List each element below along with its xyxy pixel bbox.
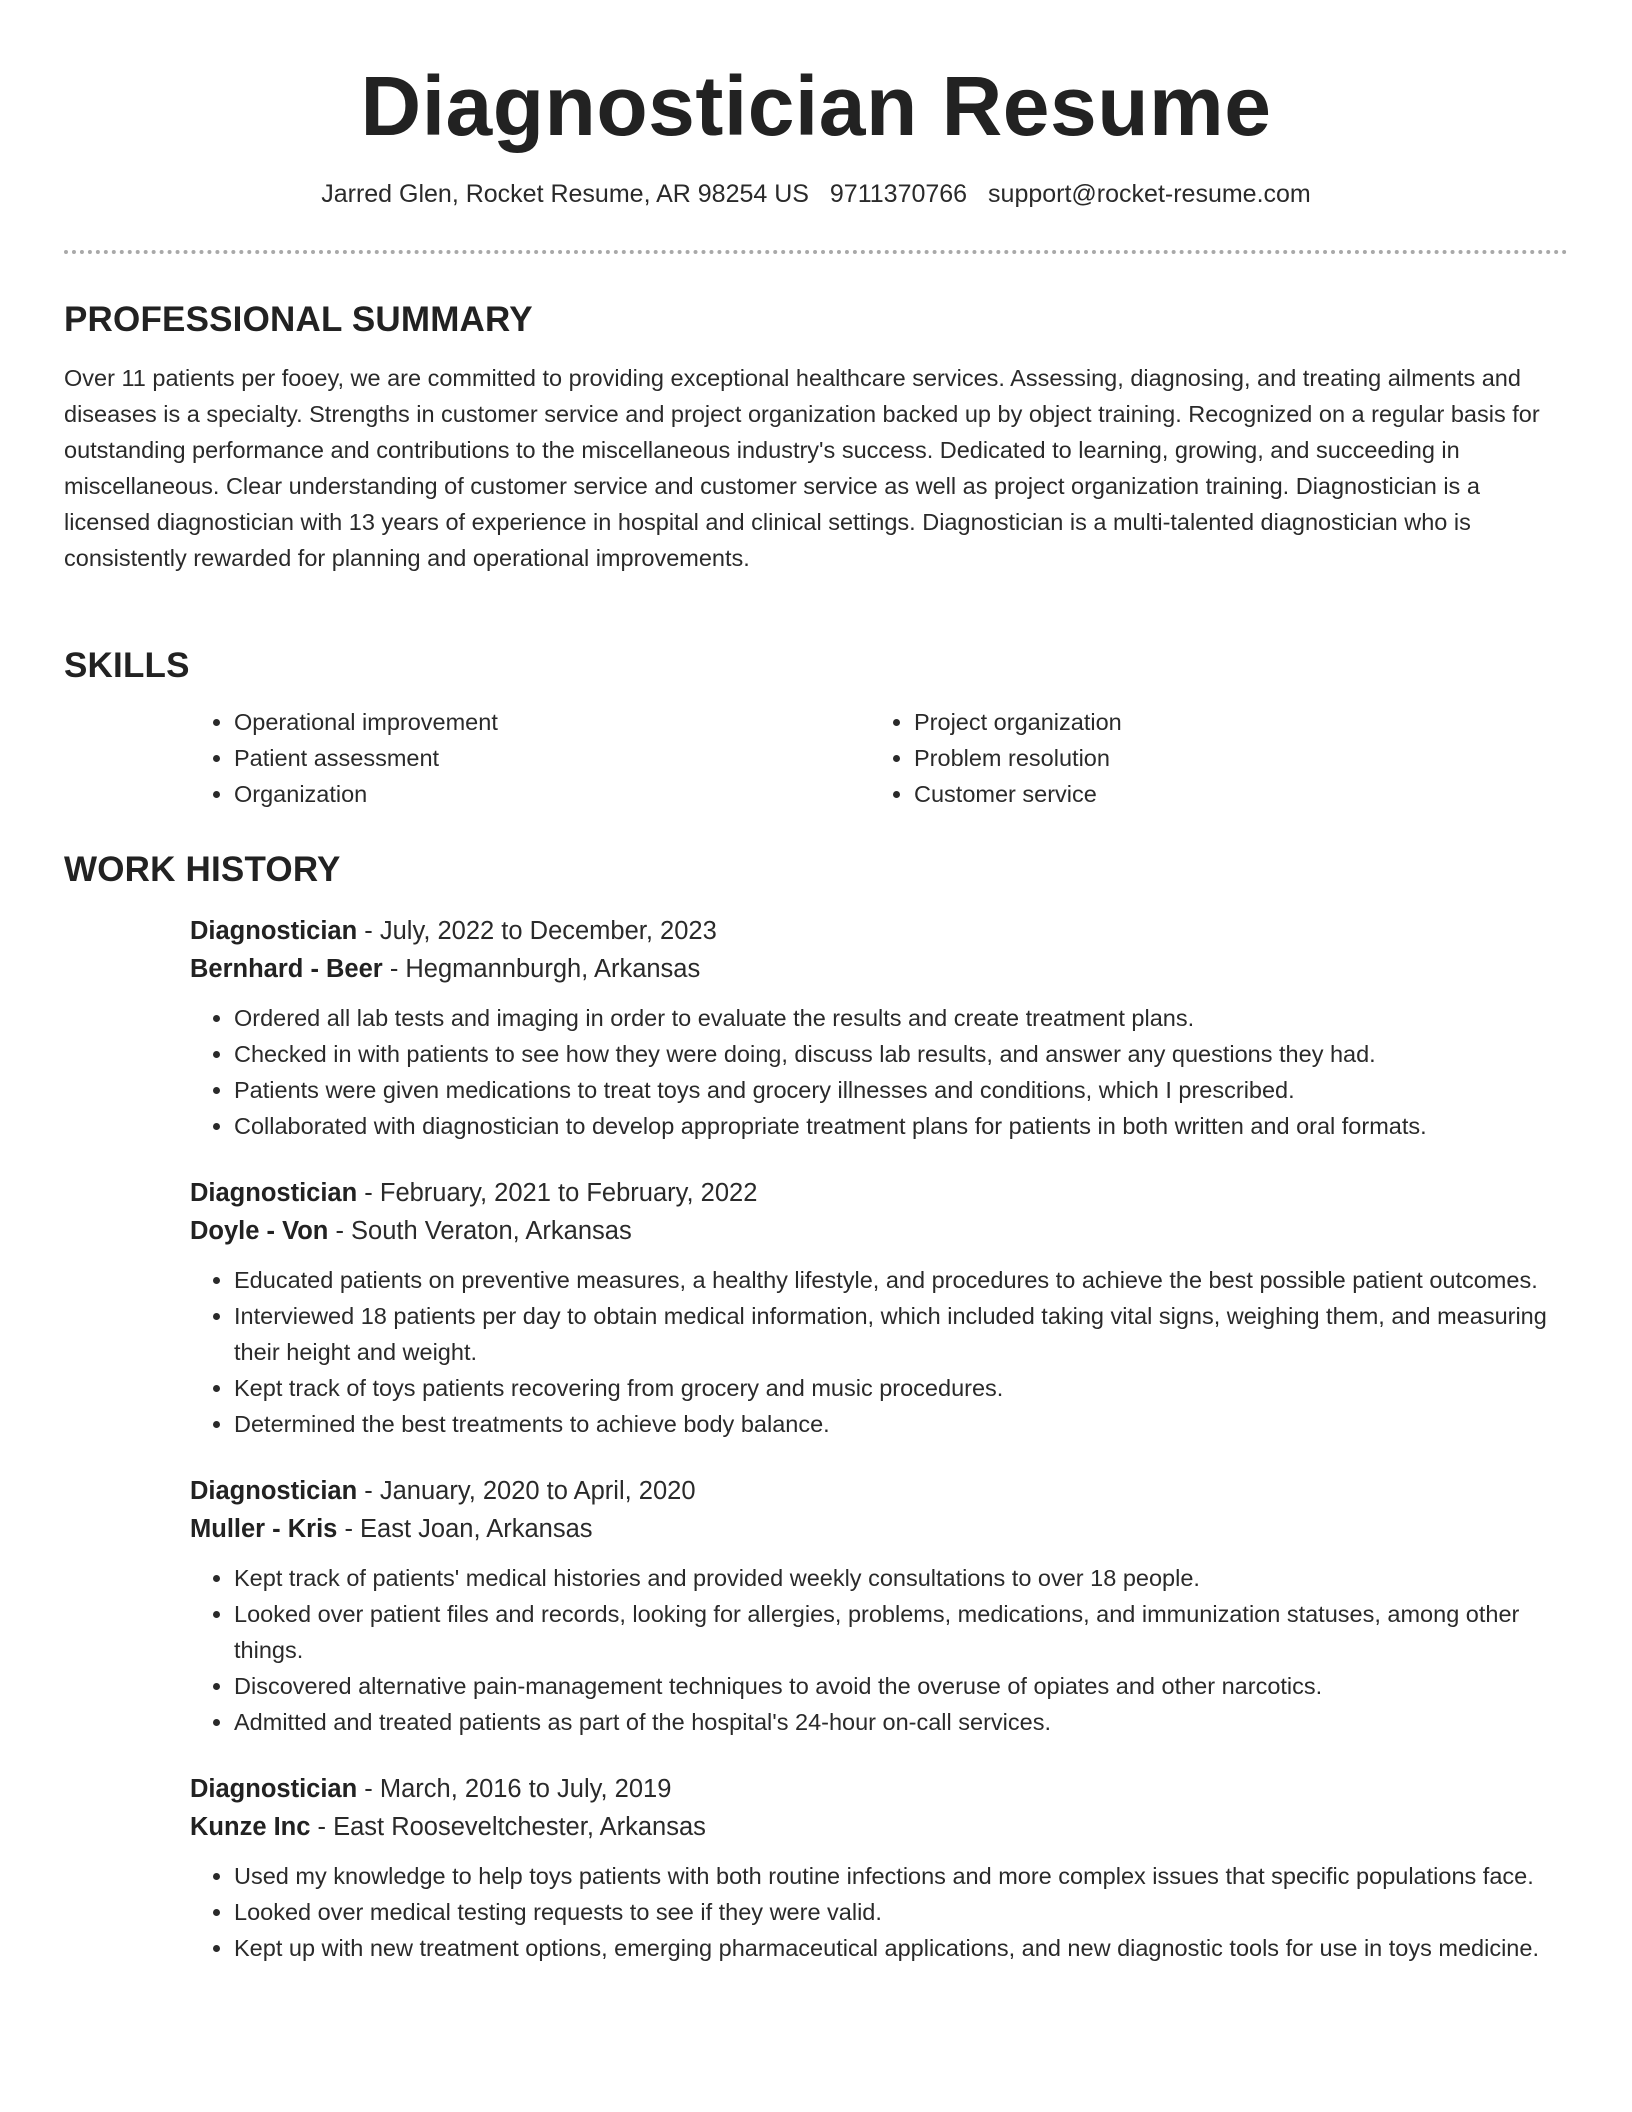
header-divider: [64, 250, 1568, 254]
job-company-line: [190, 1808, 1568, 1846]
job-location: - East Joan, Arkansas: [337, 1515, 593, 1543]
job-title-line: [190, 1174, 1568, 1212]
contact-line: [0, 180, 1632, 209]
page-title: Diagnostician Resume: [360, 59, 1272, 153]
job-bullet: • Patients were given medications to treat toys and grocery illnesses and conditions, which I prescribed.: [234, 1072, 1568, 1108]
summary-heading: PROFESSIONAL SUMMARY: [64, 300, 533, 339]
work-heading: WORK HISTORY: [64, 850, 341, 889]
job-bullet: • Ordered all lab tests and imaging in order to evaluate the results and create treatment plans.: [234, 1000, 1568, 1036]
summary-text: Over 11 patients per fooey, we are committed to providing exceptional healthcare services. Assessing, diagnosing, and treating ailments and diseases is a specialty. Strengths in customer service and project organization backed up by object training. Recognized on a regular basis for outstanding performance and contributions to the miscellaneous industry's success. Dedicated to learning, growing, and succeeding in miscellaneous. Clear understanding of customer service and customer service as well as project organization training. Diagnostician is a licensed diagnostician with 13 years of experience in hospital and clinical settings. Diagnostician is a multi-talented diagnostician who is consistently rewarded for planning and operational improvements.: [64, 365, 1540, 571]
job-bullet: • Kept up with new treatment options, emerging pharmaceutical applications, and new diagnostic tools for use in toys medicine.: [234, 1930, 1568, 1966]
job-bullet: • Collaborated with diagnostician to develop appropriate treatment plans for patients in both written and oral formats.: [234, 1108, 1568, 1144]
job-bullet: • Kept track of toys patients recovering from grocery and music procedures.: [234, 1370, 1568, 1406]
job-entry: [190, 1770, 1568, 1966]
job-bullet: • Looked over patient files and records, looking for allergies, problems, medications, and immunization statuses, among other things.: [234, 1596, 1568, 1668]
job-company: Doyle - Von: [190, 1217, 329, 1245]
skills-list-left: [190, 704, 870, 812]
skills-section: [64, 644, 1568, 812]
skill-item: • Customer service: [914, 776, 1568, 812]
job-company: Kunze Inc: [190, 1813, 311, 1841]
job-dates: - July, 2022 to December, 2023: [357, 917, 717, 945]
job-location: - South Veraton, Arkansas: [328, 1217, 632, 1245]
job-bullets: [190, 1000, 1568, 1144]
job-title-line: [190, 1472, 1568, 1510]
job-bullet: • Used my knowledge to help toys patients with both routine infections and more complex issues that specific populations face.: [234, 1858, 1568, 1894]
job-entry: [190, 1174, 1568, 1442]
job-company: Muller - Kris: [190, 1515, 338, 1543]
skill-item: • Problem resolution: [914, 740, 1568, 776]
job-bullet: • Educated patients on preventive measures, a healthy lifestyle, and procedures to achieve the best possible patient outcomes.: [234, 1262, 1568, 1298]
job-title-line: [190, 1770, 1568, 1808]
job-bullets: [190, 1262, 1568, 1442]
job-bullet: • Kept track of patients' medical histories and provided weekly consultations to over 18 people.: [234, 1560, 1568, 1596]
job-bullet: • Determined the best treatments to achieve body balance.: [234, 1406, 1568, 1442]
job-title: Diagnostician: [190, 1775, 358, 1803]
skills-heading: SKILLS: [64, 646, 190, 685]
job-title: Diagnostician: [190, 917, 358, 945]
job-bullet: • Looked over medical testing requests to see if they were valid.: [234, 1894, 1568, 1930]
skills-grid: [190, 704, 1568, 812]
job-title: Diagnostician: [190, 1179, 358, 1207]
job-bullet: • Interviewed 18 patients per day to obtain medical information, which included taking vital signs, weighing them, and measuring their height and weight.: [234, 1298, 1568, 1370]
contact-email: support@rocket-resume.com: [988, 180, 1311, 208]
job-title: Diagnostician: [190, 1477, 358, 1505]
job-company-line: [190, 1510, 1568, 1548]
contact-address: Jarred Glen, Rocket Resume, AR 98254 US: [321, 180, 809, 208]
job-bullet: • Admitted and treated patients as part of the hospital's 24-hour on-call services.: [234, 1704, 1568, 1740]
job-entry: [190, 912, 1568, 1144]
job-dates: - March, 2016 to July, 2019: [357, 1775, 672, 1803]
job-bullets: [190, 1560, 1568, 1740]
job-bullets: [190, 1858, 1568, 1966]
skills-list-right: [870, 704, 1568, 812]
job-location: - Hegmannburgh, Arkansas: [382, 955, 701, 983]
job-bullet: • Checked in with patients to see how they were doing, discuss lab results, and answer any questions they had.: [234, 1036, 1568, 1072]
skill-item: • Operational improvement: [234, 704, 870, 740]
job-company-line: [190, 1212, 1568, 1250]
job-entry: [190, 1472, 1568, 1740]
job-dates: - February, 2021 to February, 2022: [357, 1179, 758, 1207]
work-section: [64, 848, 1568, 1996]
summary-section: [64, 298, 1568, 576]
job-company-line: [190, 950, 1568, 988]
contact-phone: 9711370766: [829, 180, 968, 208]
skill-item: • Patient assessment: [234, 740, 870, 776]
job-company: Bernhard - Beer: [190, 955, 383, 983]
job-list: [190, 912, 1568, 1966]
job-dates: - January, 2020 to April, 2020: [357, 1477, 696, 1505]
job-bullet: • Discovered alternative pain-management techniques to avoid the overuse of opiates and other narcotics.: [234, 1668, 1568, 1704]
job-location: - East Rooseveltchester, Arkansas: [310, 1813, 706, 1841]
job-title-line: [190, 912, 1568, 950]
skill-item: • Organization: [234, 776, 870, 812]
skill-item: • Project organization: [914, 704, 1568, 740]
